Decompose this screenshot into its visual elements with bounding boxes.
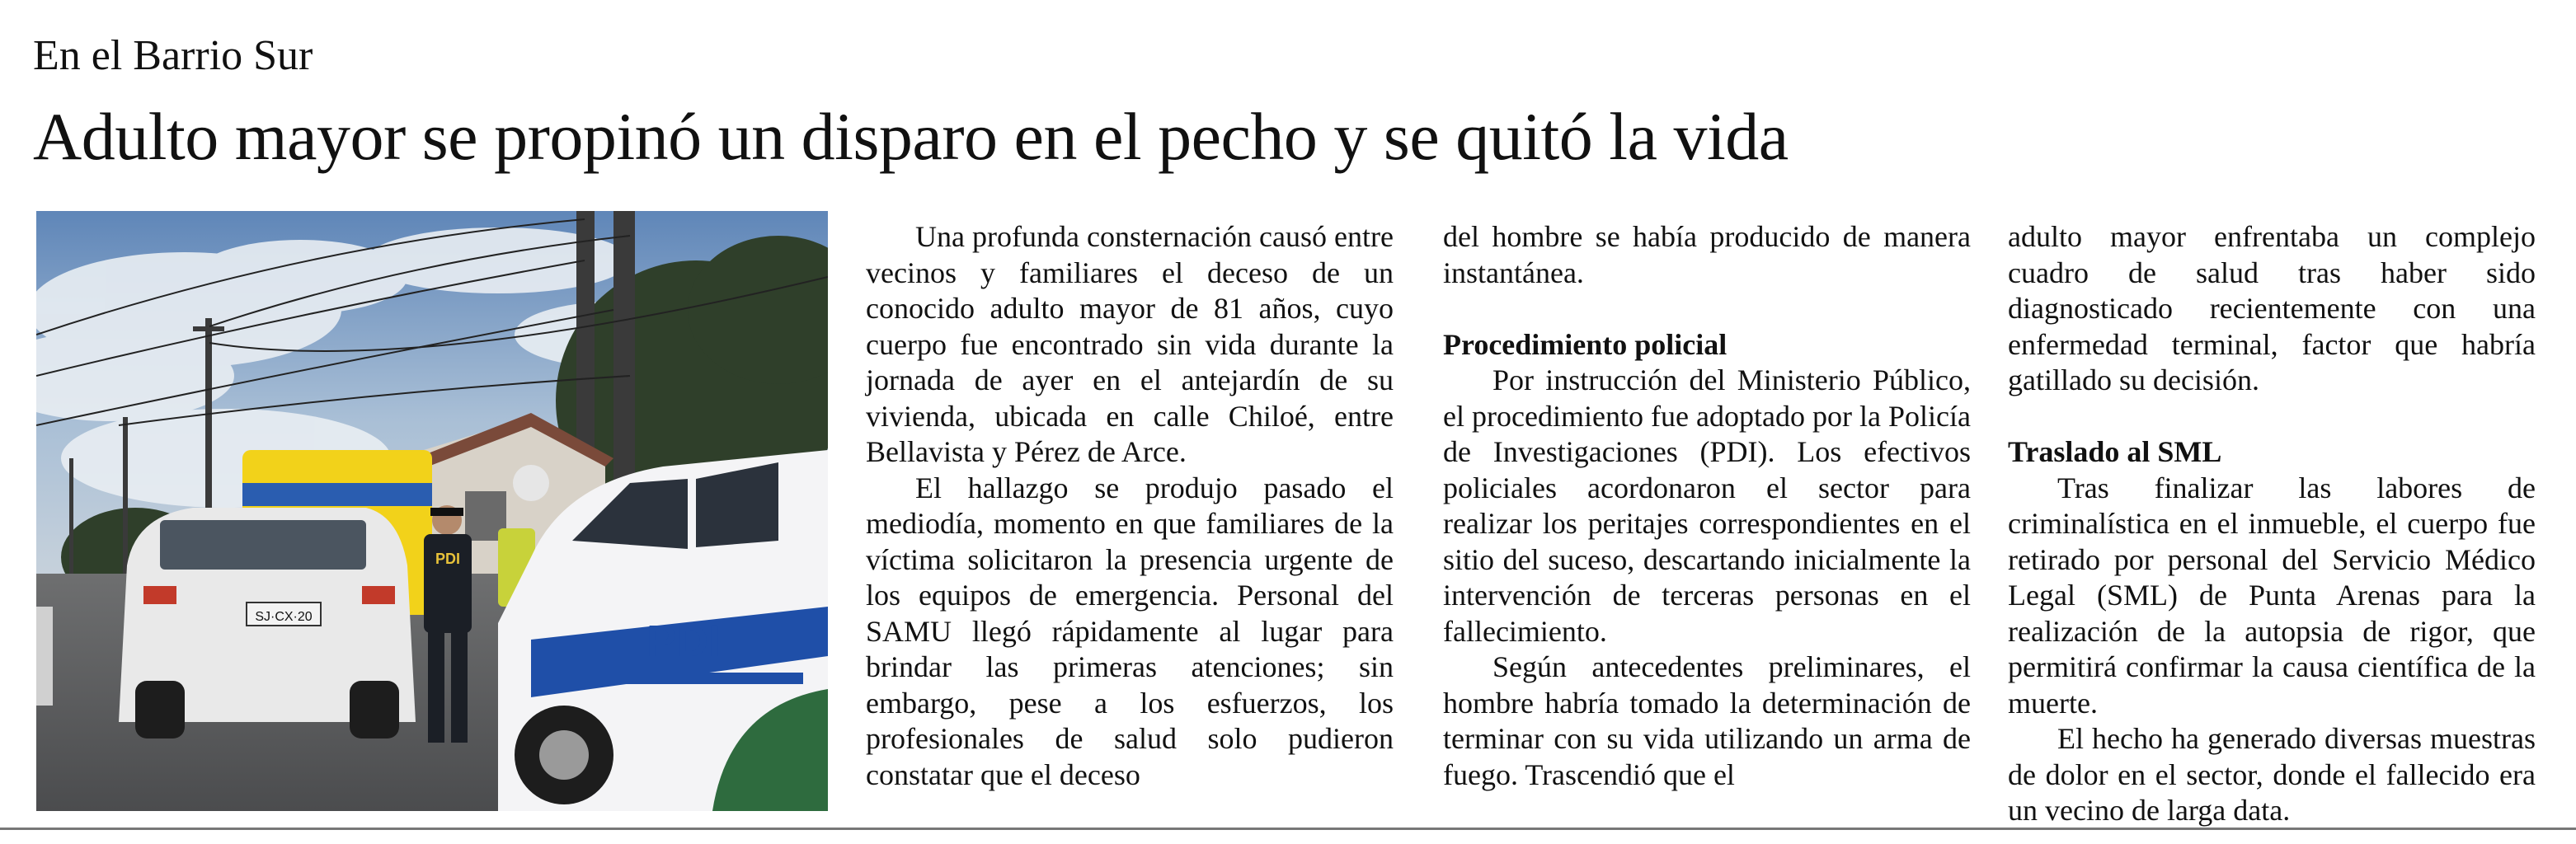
paragraph: Una profunda consternación causó entre vecinos y familiares el deceso de un conocido adulto mayor de 81 años, cuyo cuerpo fue encontrado sin vida durante la jornada de ayer en el antejardín de su vivienda, ubicada en calle Chiloé, entre Bellavista y Pérez de Arce.: [866, 220, 1394, 468]
article-headline: Adulto mayor se propinó un disparo en el pecho y se quitó la vida: [33, 99, 1789, 174]
article-column-2: [1443, 219, 1971, 793]
paragraph: Según antecedentes preliminares, el hombre habría tomado la determinación de terminar con su vida utilizando un arma de fuego. Trascendió que el: [1443, 650, 1971, 791]
svg-text:PDI: PDI: [646, 617, 722, 666]
paragraph: Por instrucción del Ministerio Público, el procedimiento fue adoptado por la Policía de Investigaciones (PDI). Los efectivos policiales acordonaron el sector para realizar los peritajes correspondientes en el sitio del suceso, descartando inicialmente la intervención de terceras personas en el fallecimiento.: [1443, 363, 1971, 648]
subheading: Traslado al SML: [2008, 435, 2222, 468]
article-column-3: [2008, 219, 2536, 829]
paragraph: del hombre se había producido de manera instantánea.: [1443, 220, 1971, 289]
paragraph: Tras finalizar las labores de criminalística en el inmueble, el cuerpo fue retirado por personal del Servicio Médico Legal (SML) de Punta Arenas para la realización de la autopsia de rigor, que permitirá confirmar la causa científica de la muerte.: [2008, 471, 2536, 720]
subheading: Procedimiento policial: [1443, 327, 1728, 361]
paragraph: El hallazgo se produjo pasado el mediodía, momento en que familiares de la víctima solicitaron la presencia urgente de los equipos de emergencia. Personal del SAMU llegó rápidamente al lugar para brindar las primeras atenciones; sin embargo, pese a los esfuerzos, los profesionales de salud solo pudieron constatar que el deceso: [866, 471, 1394, 791]
svg-text:PDI: PDI: [435, 551, 461, 567]
news-photo: [36, 211, 828, 811]
article-kicker: En el Barrio Sur: [33, 32, 313, 79]
svg-text:SJ·CX·20: SJ·CX·20: [255, 610, 313, 624]
bottom-rule: [0, 828, 2576, 830]
article-column-1: [866, 219, 1394, 793]
paragraph: adulto mayor enfrentaba un complejo cuadro de salud tras haber sido diagnosticado recientemente con una enfermedad terminal, factor que habría gatillado su decisión.: [2008, 220, 2536, 396]
paragraph: El hecho ha generado diversas muestras de dolor en el sector, donde el fallecido era un vecino de larga data.: [2008, 722, 2536, 827]
